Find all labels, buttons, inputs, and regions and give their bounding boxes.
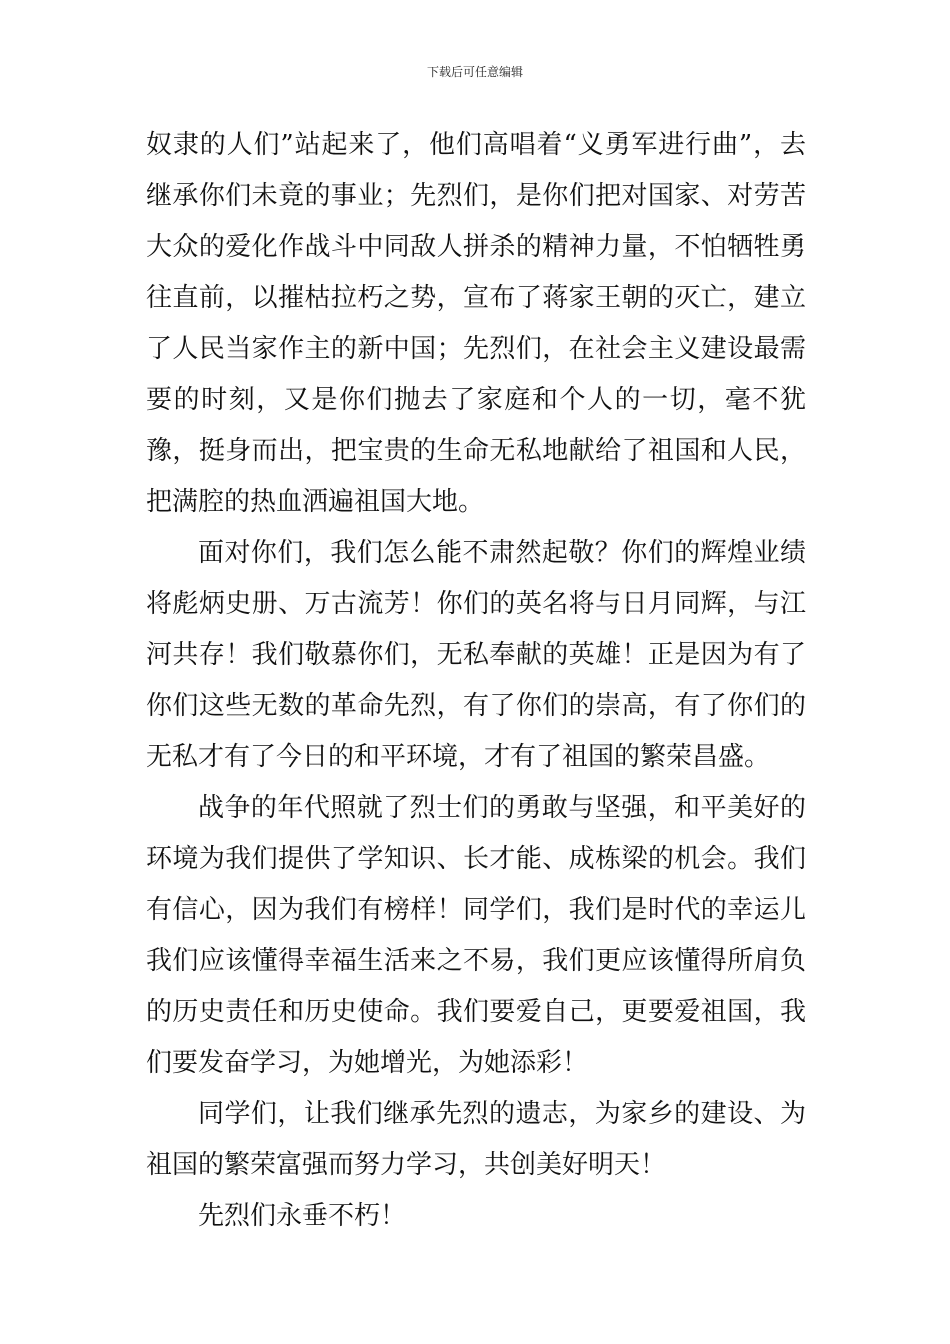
paragraph-closing: 先烈们永垂不朽！ [198,1201,407,1231]
paragraph-responsibility: 战争的年代照就了烈士们的勇敢与坚强，和平美好的环境为我们提供了学知识、长才能、成栋梁的机会。我们有信心，因为我们有榜样！同学们，我们是时代的幸运儿我们应该懂得幸福生活来之不易，我们更应该懂得所肩负的历史责任和历史使命。我们要爱自己，更要爱祖国，我们要发奋学习，为她增光，为她添彩！ [146,793,806,1078]
paragraph-tribute: 面对你们，我们怎么能不肃然起敬？你们的辉煌业绩将彪炳史册、万古流芳！你们的英名将与日月同辉，与江河共存！我们敬慕你们，无私奉献的英雄！正是因为有了你们这些无数的革命先烈，有了你们的崇高，有了你们的无私才有了今日的和平环境，才有了祖国的繁荣昌盛。 [146,538,806,772]
paragraph-continuation: 奴隶的人们”站起来了，他们高唱着“义勇军进行曲”，去继承你们未竟的事业；先烈们，是你们把对国家、对劳苦大众的爱化作战斗中同敌人拼杀的精神力量，不怕牺牲勇往直前，以摧枯拉朽之势，宣布了蒋家王朝的灭亡，建立了人民当家作主的新中国；先烈们，在社会主义建设最需要的时刻，又是你们抛去了家庭和个人的一切，毫不犹豫，挺身而出，把宝贵的生命无私地献给了祖国和人民，把满腔的热血洒遍祖国大地。 [146,130,806,517]
paragraph-call-to-action: 同学们，让我们继承先烈的遗志，为家乡的建设、为祖国的繁荣富强而努力学习，共创美好明天！ [146,1099,806,1180]
document-body [146,120,806,1242]
page-header: 下载后可任意编辑 [426,65,523,79]
